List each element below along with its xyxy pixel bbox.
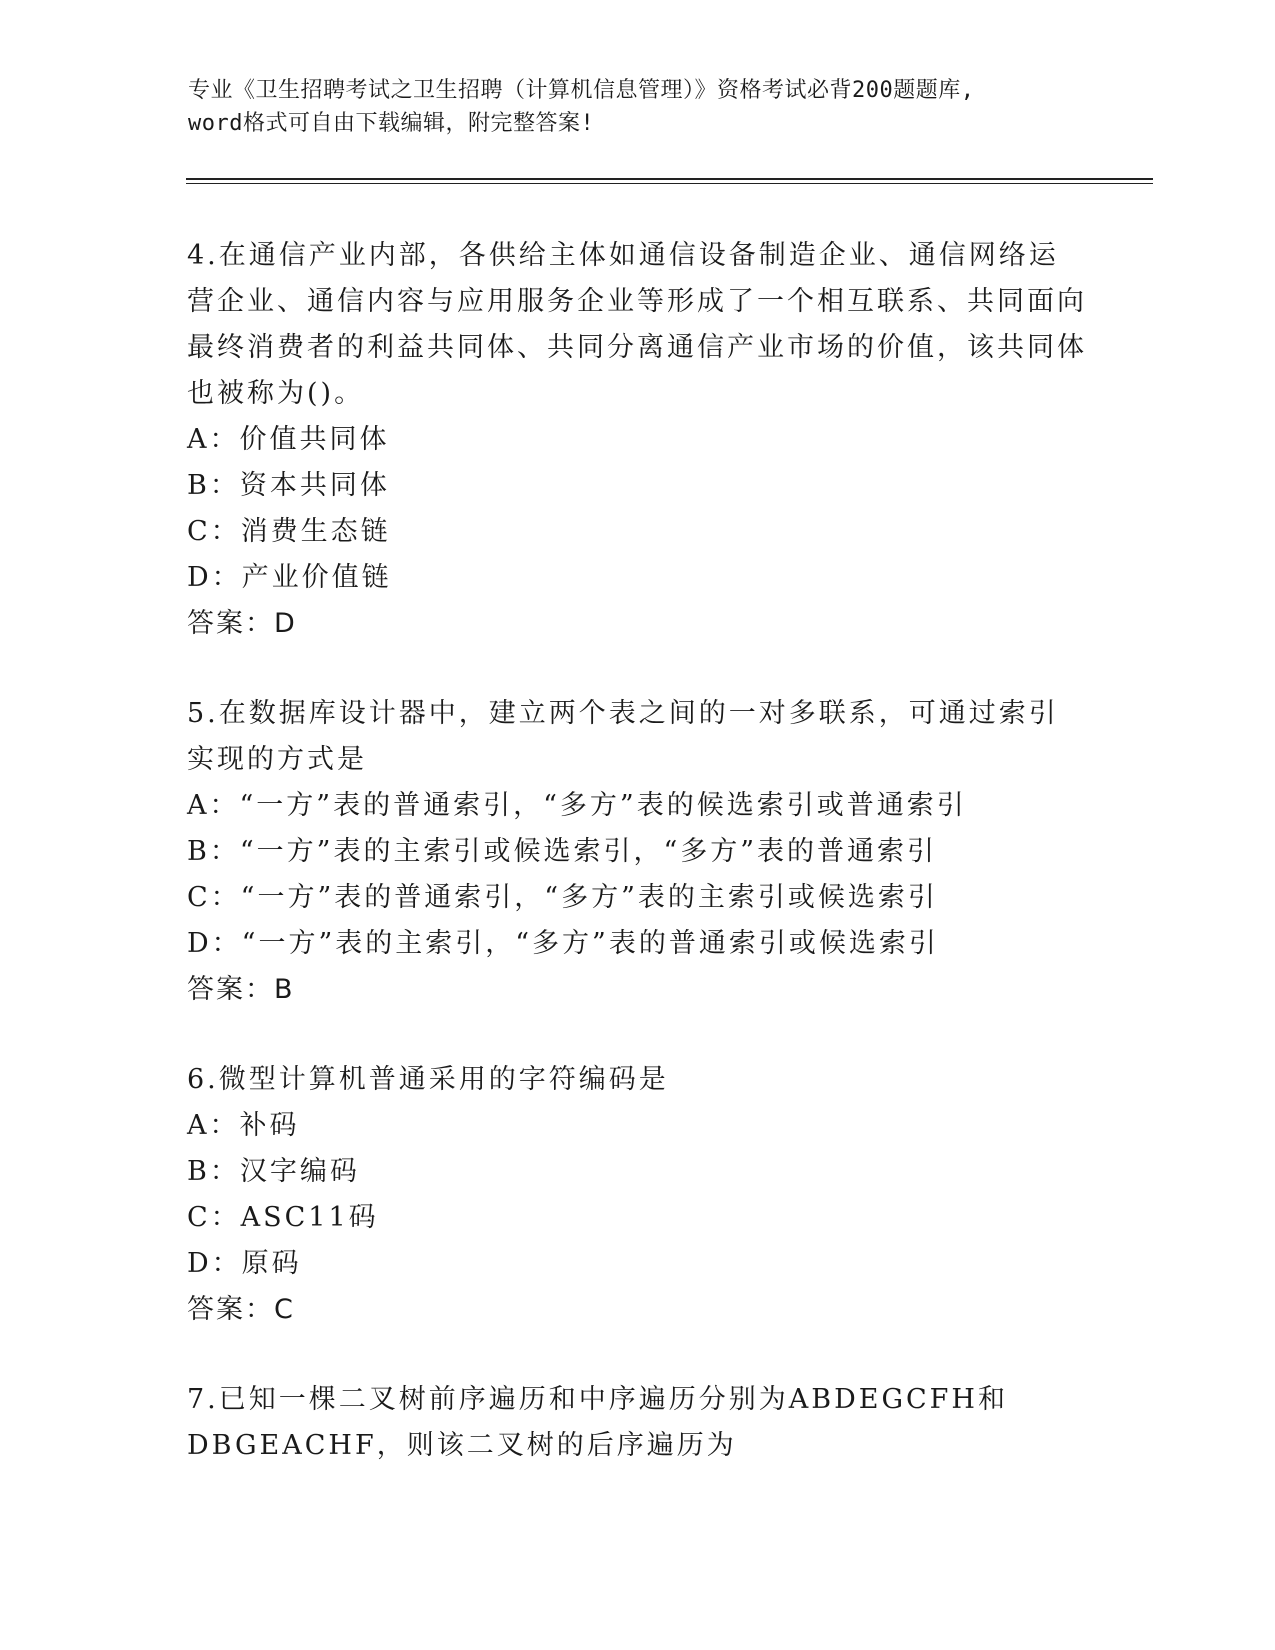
- header-divider-top: [186, 178, 1153, 180]
- option-d: D：“一方”表的主索引，“多方”表的普通索引或候选索引: [187, 928, 939, 959]
- answer: 答案：D: [187, 608, 297, 639]
- spacer: [187, 647, 1087, 691]
- header-line-1: 专业《卫生招聘考试之卫生招聘（计算机信息管理）》资格考试必背200题题库,: [188, 78, 975, 103]
- question-6: [187, 1057, 1087, 1333]
- document-header: [188, 74, 1088, 140]
- option-d: D：原码: [187, 1248, 302, 1279]
- header-divider-bottom: [186, 183, 1153, 184]
- option-c: C：ASC11码: [187, 1202, 379, 1233]
- option-b: B：汉字编码: [187, 1156, 360, 1187]
- option-b: B：“一方”表的主索引或候选索引，“多方”表的普通索引: [187, 836, 938, 867]
- question-stem: 5.在数据库设计器中，建立两个表之间的一对多联系，可通过索引实现的方式是: [187, 698, 1059, 775]
- answer: 答案：C: [187, 1294, 295, 1325]
- question-4: [187, 233, 1087, 647]
- option-b: B：资本共同体: [187, 470, 390, 501]
- option-a: A：“一方”表的普通索引，“多方”表的候选索引或普通索引: [187, 790, 967, 821]
- question-7: [187, 1377, 1087, 1469]
- option-c: C：消费生态链: [187, 516, 391, 547]
- question-5: [187, 691, 1087, 1013]
- spacer: [187, 1013, 1087, 1057]
- option-a: A：补码: [187, 1110, 300, 1141]
- option-a: A：价值共同体: [187, 424, 390, 455]
- option-d: D：产业价值链: [187, 562, 392, 593]
- option-c: C：“一方”表的普通索引，“多方”表的主索引或候选索引: [187, 882, 938, 913]
- question-list: [187, 233, 1087, 1469]
- question-stem: 4.在通信产业内部，各供给主体如通信设备制造企业、通信网络运营企业、通信内容与应用服务企业等形成了一个相互联系、共同面向最终消费者的利益共同体、共同分离通信产业市场的价值，该共同体也被称为()。: [187, 240, 1087, 409]
- spacer: [187, 1333, 1087, 1377]
- header-line-2: word格式可自由下载编辑，附完整答案!: [188, 111, 595, 136]
- question-stem: 6.微型计算机普通采用的字符编码是: [187, 1064, 669, 1095]
- answer: 答案：B: [187, 974, 295, 1005]
- question-stem: 7.已知一棵二叉树前序遍历和中序遍历分别为ABDEGCFH和DBGEACHF，则该二叉树的后序遍历为: [187, 1384, 1008, 1461]
